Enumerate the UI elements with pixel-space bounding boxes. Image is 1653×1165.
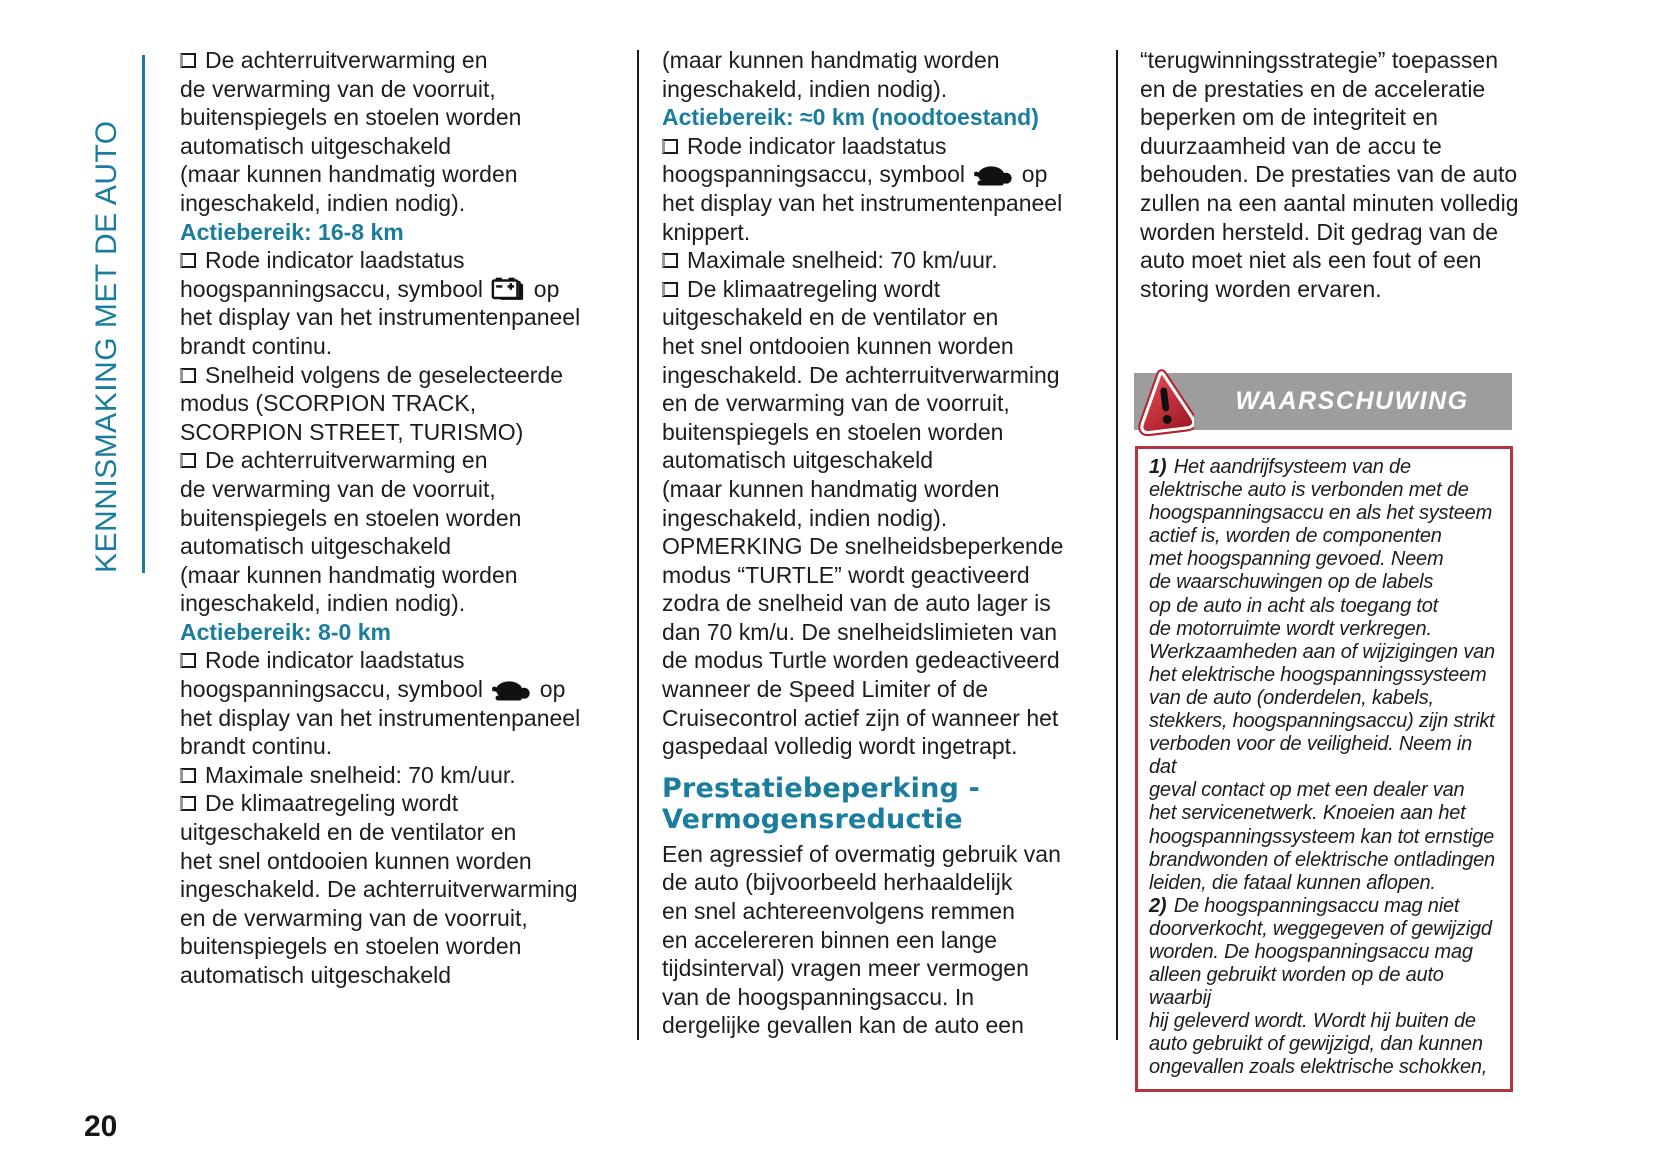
paragraph: De achterruitverwarming en de verwarming van de voorruit, buitenspiegels en stoelen worden automatisch uitgeschakeld (maar kunnen handmatig worden ingeschakeld, indien nodig). [180,447,522,617]
column-divider-2 [1116,50,1118,1040]
checkbox-bullet-icon [180,53,196,68]
column-divider-1 [637,50,639,1040]
checkbox-bullet-icon [180,253,196,268]
page-number: 20 [84,1110,118,1143]
paragraph: Rode indicator laadstatus hoogspanningsaccu, symbool op het display van het instrumentenpaneel brandt continu. [180,647,581,760]
content-column-1 [180,46,632,990]
checkbox-bullet-icon [662,253,678,268]
checkbox-bullet-icon [662,139,678,154]
paragraph: Een agressief of overmatig gebruik van de auto (bijvoorbeeld herhaaldelijk en snel achtereenvolgens remmen en accelereren binnen een lange tijdsinterval) vragen meer vermogen van de hoogspanningsaccu. In dergelijke gevallen kan de auto een [662,840,1061,1039]
warning-box [1135,446,1513,1092]
paragraph: Rode indicator laadstatus hoogspanningsaccu, symbool op het display van het instrumentenpaneel knippert. [662,132,1063,245]
turtle-icon [491,679,531,702]
range-heading: Actiebereik: 16-8 km [180,218,404,245]
checkbox-bullet-icon [180,796,196,811]
warning-item-number: 2) [1149,894,1167,917]
paragraph: Maximale snelheid: 70 km/uur. [180,761,632,790]
section-heading: Prestatiebeperking - Vermogensreductie [662,772,981,835]
checkbox-bullet-icon [180,768,196,783]
content-column-2 [662,46,1114,1040]
battery-icon [491,276,525,302]
paragraph: (maar kunnen handmatig worden ingeschakeld, indien nodig). [662,47,1000,102]
turtle-icon [973,164,1013,187]
paragraph: De klimaatregeling wordt uitgeschakeld en de ventilator en het snel ontdooien kunnen worden ingeschakeld. De achterruitverwarming en de verwarming van de voorruit, buitenspiegels en stoelen worden automatisch uitgeschakeld [180,790,578,988]
paragraph: Snelheid volgens de geselecteerde modus (SCORPION TRACK, SCORPION STREET, TURISMO) [180,361,564,445]
warning-item: 1) Het aandrijfsysteem van de elektrische auto is verbonden met de hoogspanningsaccu en als het systeem actief is, worden de componenten met hoogspanning gevoed. Neem de waarschuwingen op de labels op de auto in acht als toegang tot de motorruimte wordt verkregen. Werkzaamheden aan of wijzigingen van het elektrische hoogspanningssysteem van de auto (onderdelen, kabels, stekkers, hoogspanningsaccu) zijn strikt verboden voor de veiligheid. Neem in dat geval contact op met een dealer van het servicenetwerk. Knoeien aan het hoogspanningssysteem kan tot ernstige brandwonden of elektrische ontladingen leiden, die fataal kunnen aflopen. [1149,456,1495,894]
checkbox-bullet-icon [180,368,196,383]
warning-item: 2) De hoogspanningsaccu mag niet doorverkocht, weggegeven of gewijzigd worden. De hoogspanningsaccu mag alleen gebruikt worden op de auto waarbij hij geleverd wordt. Wordt hij buiten de auto gebruikt of gewijzigd, dan kunnen ongevallen zoals elektrische schokken, [1149,894,1492,1079]
warning-title: WAARSCHUWING [1235,387,1469,415]
range-heading: Actiebereik: 8-0 km [180,618,391,645]
range-heading: Actiebereik: ≈0 km (noodtoestand) [662,104,1039,131]
paragraph: Maximale snelheid: 70 km/uur. [662,246,1114,275]
paragraph: De klimaatregeling wordt uitgeschakeld en de ventilator en het snel ontdooien kunnen worden ingeschakeld. De achterruitverwarming en de verwarming van de voorruit, buitenspiegels en stoelen worden automatisch uitgeschakeld (maar kunnen handmatig worden ingeschakeld, indien nodig). OPMERKING De snelheidsbeperkende modus “TURTLE” wordt geactiveerd zodra de snelheid van de auto lager is dan 70 km/u. De snelheidslimieten van de modus Turtle worden gedeactiveerd wanneer de Speed Limiter of de Cruisecontrol actief zijn of wanneer het gaspedaal volledig wordt ingetrapt. [662,275,1064,760]
paragraph: Rode indicator laadstatus hoogspanningsaccu, symbool op het display van het instrumentenpaneel brandt continu. [180,247,581,359]
checkbox-bullet-icon [180,653,196,668]
paragraph: “terugwinningsstrategie” toepassen en de prestaties en de acceleratie beperken om de integriteit en duurzaamheid van de accu te behouden. De prestaties van de auto zullen na een aantal minuten volledig worden hersteld. Dit gedrag van de auto moet niet als een fout of een storing worden ervaren. [1140,47,1519,302]
checkbox-bullet-icon [662,282,678,297]
warning-triangle-icon [1136,368,1194,436]
checkbox-bullet-icon [180,453,196,468]
warning-item-number: 1) [1149,456,1167,478]
sidebar-rule [142,55,145,573]
content-column-3 [1140,46,1520,303]
chapter-sidebar-title: KENNISMAKING MET DE AUTO [90,120,123,573]
paragraph: De achterruitverwarming en de verwarming van de voorruit, buitenspiegels en stoelen worden automatisch uitgeschakeld (maar kunnen handmatig worden ingeschakeld, indien nodig). [180,47,522,216]
